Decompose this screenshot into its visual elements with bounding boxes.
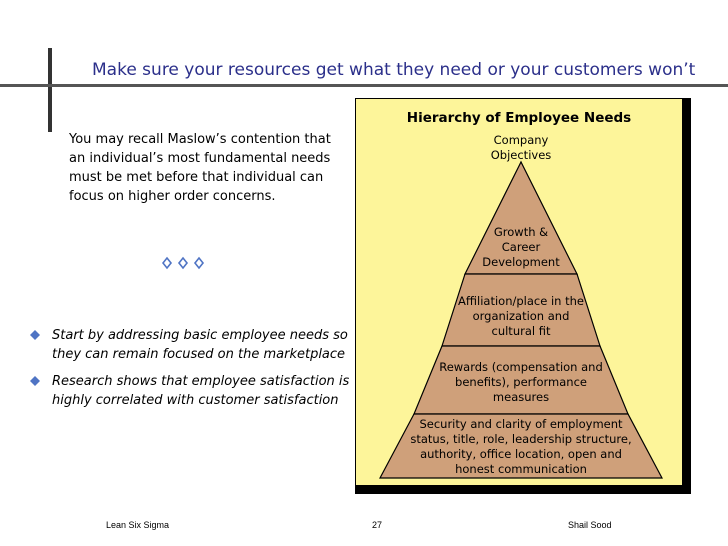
hierarchy-figure bbox=[355, 98, 691, 494]
level-label-security: Security and clarity of employment status, title, role, leadership structure, authority, office location, open and honest communication bbox=[410, 417, 632, 476]
diamond-icon bbox=[195, 258, 203, 268]
figure-title: Hierarchy of Employee Needs bbox=[406, 110, 632, 126]
footer-left: Lean Six Sigma bbox=[106, 520, 170, 530]
bullet-item bbox=[30, 372, 360, 410]
bullet-text: Research shows that employee satisfaction is highly correlated with customer satisfaction bbox=[52, 374, 350, 408]
footer-page-number: 27 bbox=[372, 520, 383, 530]
title-horizontal-rule bbox=[0, 84, 728, 87]
level-label-rewards: Rewards (compensation and benefits), performance measures bbox=[439, 360, 603, 404]
diamond-icon bbox=[163, 258, 171, 268]
level-label-growth: Growth & Career Development bbox=[482, 225, 560, 269]
apex-label: Company Objectives bbox=[490, 133, 552, 162]
bullet-text: Start by addressing basic employee needs so they can remain focused on the marketplace bbox=[52, 328, 348, 362]
bullet-list bbox=[30, 326, 360, 418]
bullet-item bbox=[30, 326, 360, 364]
diamond-bullet-icon bbox=[30, 330, 40, 340]
diamond-icon bbox=[179, 258, 187, 268]
slide-title: Make sure your resources get what they need or your customers won’t bbox=[92, 60, 696, 80]
footer-right: Shail Sood bbox=[568, 520, 612, 530]
diamond-bullet-icon bbox=[30, 376, 40, 386]
intro-paragraph: You may recall Maslow’s contention that an individual’s most fundamental needs must be met before that individual can focus on higher order concerns. bbox=[69, 132, 331, 204]
diamond-ornament bbox=[162, 256, 210, 270]
title-vertical-rule bbox=[48, 48, 52, 132]
level-label-affiliation: Affiliation/place in the organization and cultural fit bbox=[458, 294, 584, 338]
